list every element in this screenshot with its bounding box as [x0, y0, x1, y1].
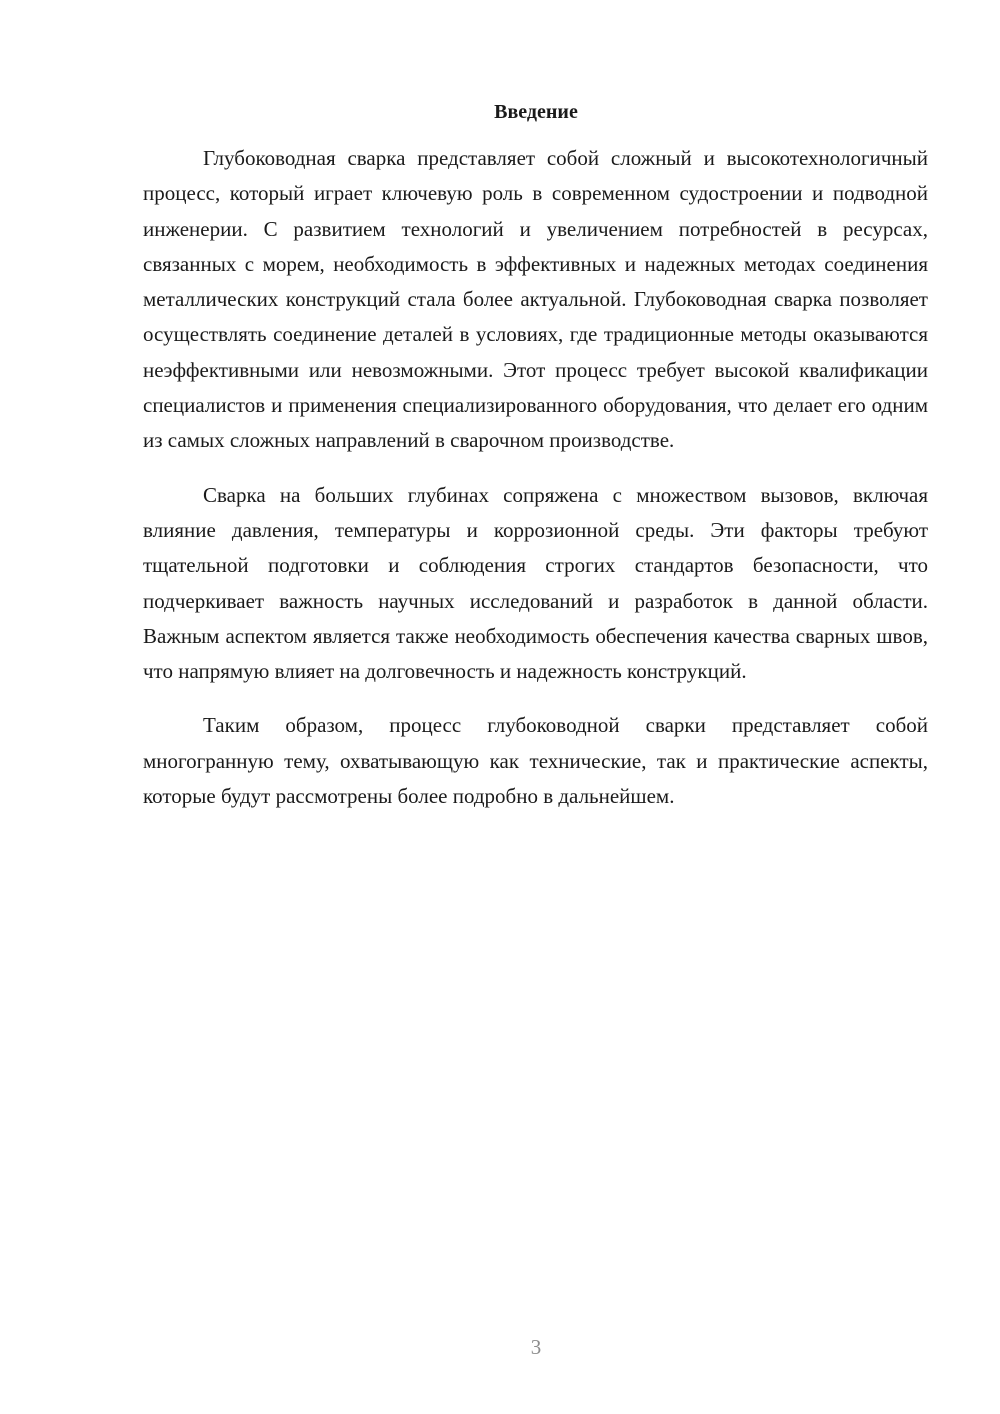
section-heading: Введение — [494, 101, 578, 123]
paragraph-3: Таким образом, процесс глубоководной сварки представляет собой многогранную тему, охватывающую как технические, так и практические аспекты, которые будут рассмотрены более подробно в дальнейшем. — [143, 713, 928, 809]
page-number: 3 — [530, 1335, 542, 1359]
paragraph-1: Глубоководная сварка представляет собой сложный и высокотехнологичный процесс, который играет ключевую роль в современном судостроении и подводной инженерии. С развитием технологий и увеличением потребностей в ресурсах, связанных с морем, необходимость в эффективных и надежных методах соединения металлических конструкций стала более актуальной. Глубоководная сварка позволяет осуществлять соединение деталей в условиях, где традиционные методы оказываются неэффективными или невозможными. Этот процесс требует высокой квалификации специалистов и применения специализированного оборудования, что делает его одним из самых сложных направлений в сварочном производстве. — [143, 146, 928, 453]
paragraph-2: Сварка на больших глубинах сопряжена с множеством вызовов, включая влияние давления, температуры и коррозионной среды. Эти факторы требуют тщательной подготовки и соблюдения строгих стандартов безопасности, что подчеркивает важность научных исследований и разработок в данной области. Важным аспектом является также необходимость обеспечения качества сварных швов, что напрямую влияет на долговечность и надежность конструкций. — [143, 482, 928, 684]
document-body — [143, 141, 928, 814]
